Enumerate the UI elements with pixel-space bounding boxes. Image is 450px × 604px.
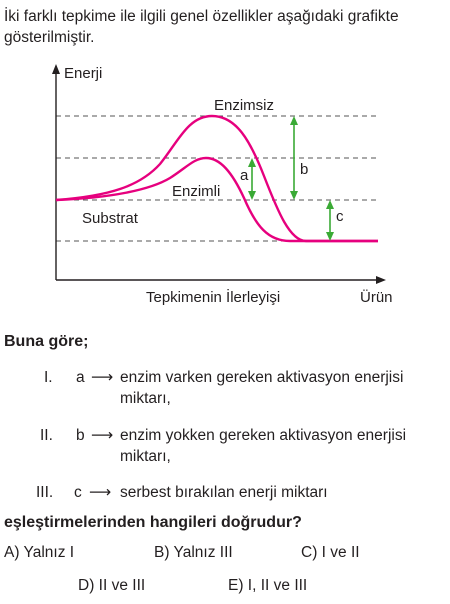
statement-3: [36, 482, 444, 504]
statement-label: c: [74, 484, 82, 501]
statement-text: enzim varken gereken aktivasyon enerjisi miktarı,: [120, 369, 404, 407]
question-ask: eşleştirmelerinden hangileri doğrudur?: [4, 514, 302, 531]
statement-text: enzim yokken gereken aktivasyon enerjisi miktarı,: [120, 427, 407, 465]
arrow-b-label: b: [300, 161, 309, 178]
enzimsiz-label: Enzimsiz: [214, 97, 275, 114]
arrow-a: [248, 158, 256, 200]
y-axis-arrowhead: [52, 64, 60, 74]
substrat-label: Substrat: [82, 210, 138, 227]
option-c[interactable]: C) I ve II: [301, 544, 360, 561]
arrow-c-label: c: [336, 208, 344, 225]
x-axis-arrowhead: [376, 276, 386, 284]
right-arrow-icon: ⟶: [91, 369, 114, 386]
arrow-a-label: a: [240, 167, 249, 184]
statement-1: [44, 367, 444, 411]
enzimli-label: Enzimli: [172, 183, 221, 200]
option-d[interactable]: D) II ve III: [78, 577, 146, 594]
statement-number: I.: [44, 369, 53, 386]
statement-2: [40, 425, 444, 469]
option-b[interactable]: B) Yalnız III: [154, 544, 233, 561]
statement-number: III.: [36, 484, 54, 501]
question-head: Buna göre;: [4, 333, 89, 350]
statement-label: b: [76, 427, 85, 444]
x-axis-label: Tepkimenin İlerleyişi: [146, 289, 281, 306]
urun-label: Ürün: [360, 289, 393, 306]
statement-number: II.: [40, 427, 53, 444]
option-a[interactable]: A) Yalnız I: [4, 544, 75, 561]
statement-label: a: [76, 369, 85, 386]
statement-text: serbest bırakılan enerji miktarı: [120, 484, 328, 501]
y-axis-label: Enerji: [64, 65, 103, 82]
arrow-c: [326, 200, 334, 241]
right-arrow-icon: ⟶: [91, 427, 114, 444]
right-arrow-icon: ⟶: [89, 484, 112, 501]
option-e[interactable]: E) I, II ve III: [228, 577, 308, 594]
question-intro: İki farklı tepkime ile ilgili genel özellikler aşağıdaki grafikte gösterilmiştir.: [4, 8, 399, 46]
